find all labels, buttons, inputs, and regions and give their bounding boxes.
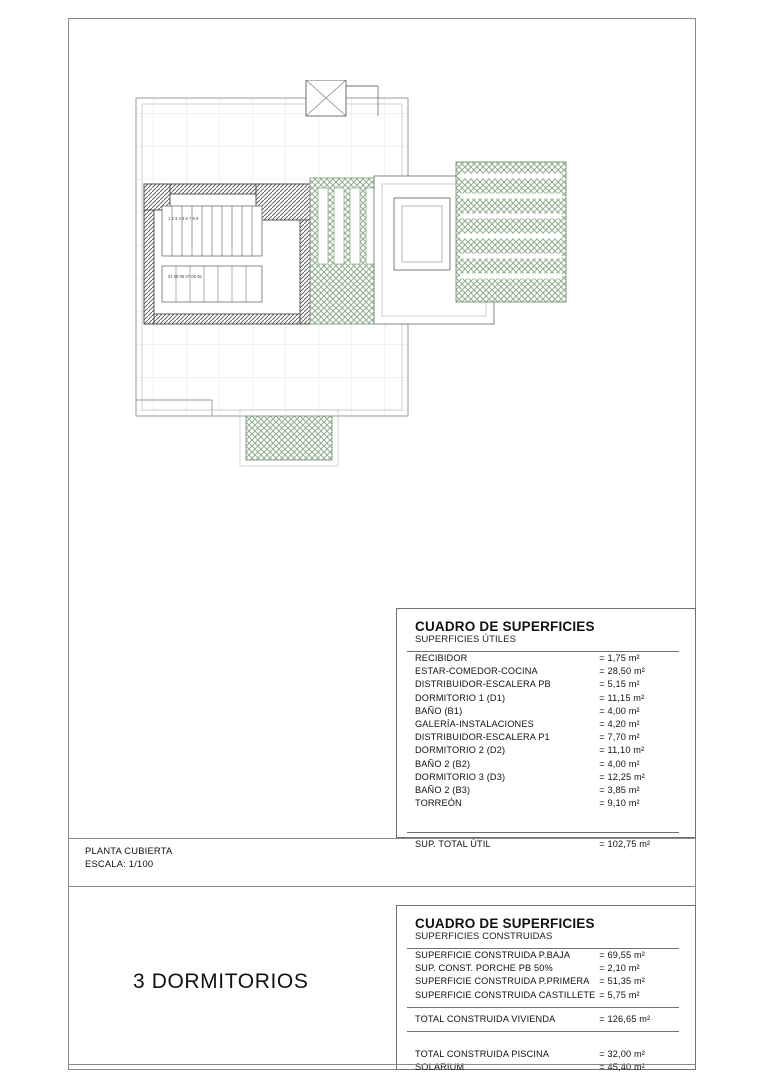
row-value: = 4,00 m² — [599, 705, 640, 716]
row-label: TORREÓN — [415, 798, 462, 809]
row-label: DISTRIBUIDOR-ESCALERA PB — [415, 679, 551, 690]
row-value: = 1,75 m² — [599, 653, 640, 663]
table-total-row-construidas — [415, 1008, 679, 1026]
caption-scale: ESCALA: 1/100 — [85, 858, 154, 869]
total-label: TOTAL CONSTRUIDA VIVIENDA — [415, 1013, 556, 1024]
table-row — [415, 949, 679, 962]
table-row — [415, 784, 679, 797]
table-row — [415, 758, 679, 771]
row-label: ESTAR-COMEDOR-COCINA — [415, 666, 538, 677]
sheet-divider-lower — [68, 1064, 696, 1065]
table-rows-construidas — [415, 949, 679, 1002]
drawing-caption — [85, 844, 172, 870]
sheet-divider-upper — [68, 838, 696, 839]
row-value: = 32,00 m² — [599, 1048, 645, 1059]
total-value: = 126,65 m² — [599, 1013, 651, 1024]
caption-plan-name: PLANTA CUBIERTA — [85, 845, 173, 856]
row-value: = 45,40 m² — [599, 1062, 645, 1073]
sheet-main-title: 3 DORMITORIOS — [133, 970, 309, 993]
row-label: TOTAL CONSTRUIDA PISCINA — [415, 1048, 550, 1059]
table-row — [415, 797, 679, 810]
row-value: = 5,75 m² — [599, 989, 640, 1000]
table-row — [415, 718, 679, 731]
stair-step-numbers-lower: 01 09 08 07 06 05 — [168, 274, 202, 279]
table-subtitle-utiles: SUPERFICIES ÚTILES — [415, 634, 517, 645]
bottom-terrace — [240, 410, 338, 466]
row-value: = 51,35 m² — [599, 976, 645, 987]
row-value: = 5,15 m² — [599, 679, 640, 690]
row-value: = 7,70 m² — [599, 732, 640, 743]
table-row — [415, 1048, 679, 1061]
total-value: = 102,75 m² — [599, 839, 651, 850]
row-value: = 2,10 m² — [599, 963, 640, 974]
table-title-utiles: CUADRO DE SUPERFICIES — [415, 619, 595, 634]
table-subtitle-construidas: SUPERFICIES CONSTRUIDAS — [415, 931, 553, 942]
row-value: = 69,55 m² — [599, 950, 645, 960]
sheet-divider-middle — [68, 886, 696, 887]
table-row — [415, 1061, 679, 1074]
table-row — [415, 771, 679, 784]
row-label: BAÑO 2 (B2) — [415, 758, 471, 769]
floor-plan-drawing — [120, 80, 590, 480]
table-row — [415, 731, 679, 744]
row-value: = 4,00 m² — [599, 758, 640, 769]
row-value: = 9,10 m² — [599, 798, 640, 809]
row-value: = 12,25 m² — [599, 771, 645, 782]
table-title-construidas: CUADRO DE SUPERFICIES — [415, 916, 595, 931]
solarium-block — [374, 162, 566, 324]
table-row — [415, 692, 679, 705]
row-label: DISTRIBUIDOR-ESCALERA P1 — [415, 732, 550, 743]
row-value: = 3,85 m² — [599, 785, 640, 796]
table-row — [415, 744, 679, 757]
table-row — [415, 678, 679, 691]
row-label: SUPERFICIE CONSTRUIDA P.BAJA — [415, 950, 571, 960]
row-value: = 4,20 m² — [599, 719, 640, 730]
table-superficies-utiles — [396, 608, 696, 850]
table-row — [415, 652, 679, 665]
row-value: = 11,10 m² — [599, 745, 645, 756]
row-label: BAÑO (B1) — [415, 705, 463, 716]
table-superficies-construidas — [396, 905, 696, 1073]
stair-step-numbers: 1 2 3 4 5 6 7 8 9 — [168, 216, 199, 221]
row-label: SOLARIUM — [415, 1062, 465, 1073]
table-row — [415, 665, 679, 678]
table-total-row-utiles — [415, 833, 679, 851]
row-value: = 28,50 m² — [599, 666, 645, 677]
row-label: DORMITORIO 2 (D2) — [415, 745, 506, 756]
row-label: SUPERFICIE CONSTRUIDA CASTILLETE — [415, 989, 596, 1000]
row-label: DORMITORIO 3 (D3) — [415, 771, 506, 782]
table-rows-utiles — [415, 652, 679, 810]
row-label: SUPERFICIE CONSTRUIDA P.PRIMERA — [415, 976, 590, 987]
table-divider-extra — [407, 1031, 679, 1032]
row-label: SUP. CONST. PORCHE PB 50% — [415, 963, 553, 974]
row-label: DORMITORIO 1 (D1) — [415, 692, 506, 703]
table-extra-rows — [415, 1048, 679, 1074]
table-row — [415, 962, 679, 975]
row-label: RECIBIDOR — [415, 653, 468, 663]
row-label: BAÑO 2 (B3) — [415, 785, 471, 796]
table-row — [415, 989, 679, 1002]
total-label: SUP. TOTAL ÚTIL — [415, 839, 491, 850]
table-row — [415, 705, 679, 718]
stair-housing — [144, 184, 310, 324]
row-label: GALERÍA-INSTALACIONES — [415, 719, 534, 730]
table-row — [415, 975, 679, 988]
row-value: = 11,15 m² — [599, 692, 645, 703]
